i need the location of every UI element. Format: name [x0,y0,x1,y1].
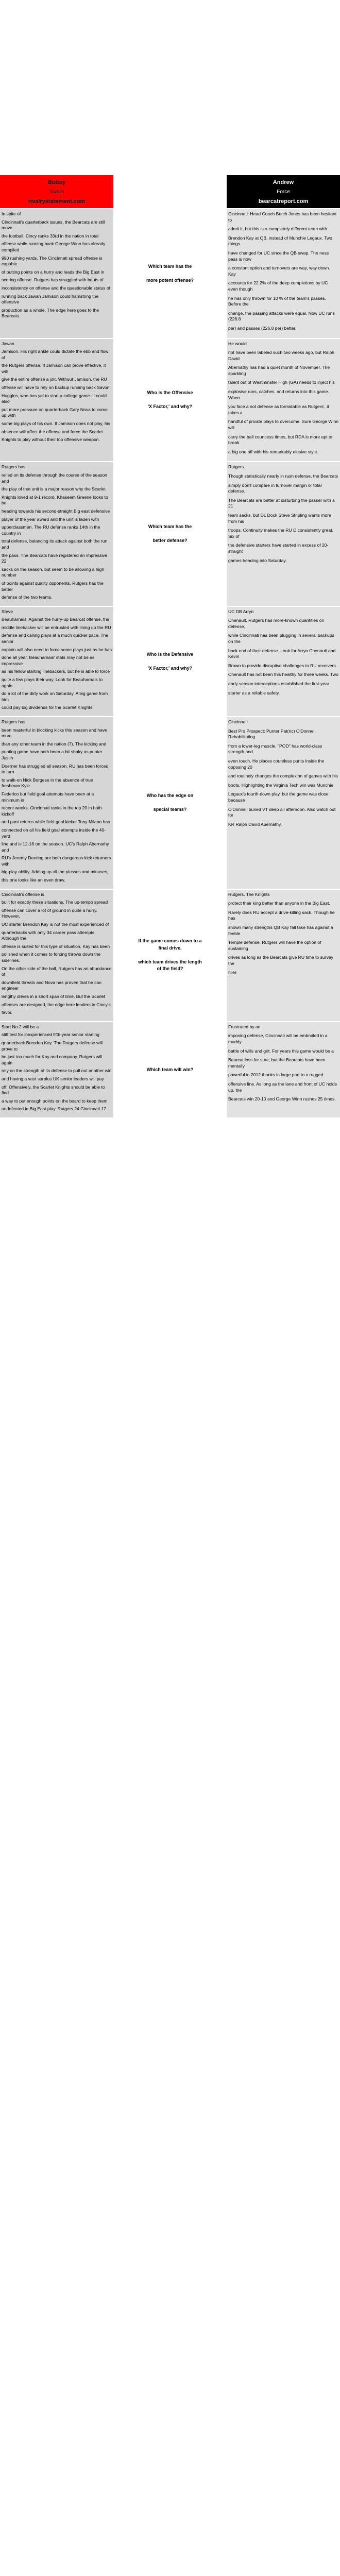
answer-paragraph: offenses are designed, the edge here lenders in Cincy's [2,1002,111,1007]
left-site-link[interactable]: rivalrystatement.com [28,198,86,205]
page [0,0,340,1123]
answer-paragraph: Rutgers has [2,719,26,724]
answer-paragraph: the Rutgers offense. If Jamison can prove effective, it will [2,363,106,374]
answer-paragraph: upperclassmen. The RU defense ranks 14th in the country in [2,524,100,536]
answer-paragraph: carry the ball countless times, but RDA is more apt to break [228,434,333,446]
answer-paragraph: absence will affect the offense and force the Scarlet [2,429,103,434]
middle-brand-spacer [113,175,227,208]
answer-paragraph: troops. Continuity makes the RU D consistently great. Six of [228,528,333,539]
answer-paragraph: Knights loved at 9-1 record. Khaseem Greene looks to be [2,494,108,506]
answer-paragraph: imposing defense, Cincinnati will be embroiled in a muddy [228,1033,328,1044]
answer-paragraph: lengthy drives in a short span of time. But the Scarlet [2,993,106,999]
answer-paragraph: built for exactly these situations. The up-tempo spread [2,900,108,905]
answer-paragraph: Jawan [2,341,14,346]
answer-paragraph: as his fellow starting linebackers, but he is able to force [2,669,110,674]
top-whitespace [0,0,340,175]
answer-paragraph: Beauharnais. Against the hurry-up Bearcat offense, the [2,617,110,622]
answer-paragraph: polished when it comes to forcing throws down the sidelines. [2,952,101,963]
answer-paragraph: be just too much for Kay and company. Rutgers will again [2,1054,103,1065]
answer-paragraph: downfield threats and Nova has proven that he can engineer [2,979,101,991]
answer-paragraph: On the other side of the ball, Rutgers has an abundance of [2,965,112,977]
answer-paragraph: boots. Highlighting the Virginia Tech win was Munchie [228,782,334,788]
answer-paragraph: scoring offense. Rutgers has struggled with bouts of [2,277,104,283]
qa-row [0,1021,340,1117]
answer-paragraph: a way to put enough points on the board to keep them [2,1098,108,1104]
answer-paragraph: Brown to provide disruptive challenges to RU receivers. [228,663,337,668]
answer-paragraph: Cincinnati: Head Coach Butch Jones has been hesitant to [228,211,337,223]
answer-paragraph: Abernathy has had a quiet month of November. The sparkling [228,365,330,376]
answer-paragraph: defense and calling plays at a much quicker pace. The senior [2,633,109,645]
answer-paragraph: Best Pro Prospect: Punter Pat(ric) O'Donnell. Rehabilitating [228,728,317,740]
answer-paragraph: Though statistically nearly in rush defense, the Bearcats [228,473,338,479]
answer-paragraph: the defensive starters have started in excess of 20-straight [228,543,329,554]
answer-paragraph: production as a whole. The edge here goes to the Bearcats. [2,307,99,319]
left-writer-role: Sworn [49,189,64,195]
answer-paragraph: from a lower-leg muscle, "POD" has world-class strength and [228,743,322,755]
answer-paragraph: middle linebacker will be entrusted with lining up the RU [2,624,111,630]
answer-paragraph: The Bearcats are better at disturbing the passer with a 21 [228,497,335,509]
answer-paragraph: offense is suited for this type of situation, Kay has been [2,943,110,949]
answer-paragraph: Chenault has not been this healthy for three weeks. Two [228,672,338,677]
answer-paragraph: undefeated in Big East play. Rutgers 24 Cincinnati 17. [2,1106,108,1112]
answer-paragraph: not have been labeled such two weeks ago, but Ralph David [228,350,334,361]
answer-paragraph: while Cincinnati has been plugging in several backups on the [228,633,334,645]
answer-paragraph: than any other team in the nation (7). The kicking and [2,741,107,747]
qa-row [0,461,340,605]
answer-paragraph: Rutgers has [2,464,26,470]
answer-paragraph: sacks on the season, but seem to be allowing a high number [2,566,105,578]
answer-paragraph: offense can cover a lot of ground in quite a hurry. However, [2,907,97,919]
answer-paragraph: Rutgers. The Knights [228,891,270,897]
qa-row [0,889,340,1021]
answer-paragraph: RU's Jeremy Deering are both dangerous kick returners with [2,855,111,867]
answer-paragraph: talent out of Westminster High (GA) needs to inject his [228,380,335,385]
answer-paragraph: Brendon Kay at QB, instead of Munchie Legaux. Two things [228,235,332,247]
answer-paragraph: quarterbacks with only 34 career pass attempts. Although the [2,929,96,941]
left-brand-block [0,175,113,208]
left-answer [0,607,113,716]
right-answer [227,462,340,605]
answer-paragraph: Knights to play without their top offensive weapon. [2,437,100,443]
answer-paragraph: give the entire offense a jolt. Without Jamison, the RU [2,377,107,382]
answer-paragraph: back end of their defense. Look for Arryn Chenault and Kevin [228,648,336,659]
answer-paragraph: offense while running back George Winn has already compiled [2,241,106,252]
answer-paragraph: running back Jawan Jamison could hamstring the offensive [2,293,99,305]
answer-paragraph: Jamison. His right ankle could dictate the ebb and flow of [2,349,109,360]
answer-paragraph: to walk-on Nick Borgese in the absence of true freshman Kyle [2,777,93,789]
answer-paragraph: change, the passing attacks were equal. Now UC runs (228.8 [228,310,335,322]
answer-paragraph: Bearcats win 20-10 and George Winn rushes 25 times. [228,1096,336,1102]
answer-paragraph: Doerner has struggled all season. RU has been forced to turn [2,763,109,775]
left-answer [0,1022,113,1117]
answer-paragraph: total defense, balancing its attack against both the run and [2,538,108,550]
right-answer [227,717,340,889]
right-answer [227,890,340,1021]
question-text: Who is the Defensive 'X Factor,' and why? [113,607,227,716]
answer-paragraph: per) and passes (226.8 per) better. [228,325,297,331]
answer-paragraph: the football. Cincy ranks 33rd in the nation in total [2,233,99,239]
answer-paragraph: Bearcat loss for sure, but the Bearcats have been mentally [228,1057,326,1069]
answer-paragraph: defense of the two teams. [2,595,53,600]
answer-paragraph: offense will have to rely on backup running back Savon [2,385,110,391]
right-answer [227,209,340,338]
answer-paragraph: punting game have both been a bit shaky as punter Justin [2,749,103,760]
answer-paragraph: even touch. He places countless punts inside the opposing 20 [228,758,325,770]
right-writer-name: Andrew [273,179,294,185]
answer-paragraph: 990 rushing yards. The Cincinnati spread offense is capable [2,255,103,267]
qa-row [0,208,340,338]
answer-paragraph: he has only thrown for 10 % of the team's passes. Before the [228,295,326,307]
answer-paragraph: Steve [2,608,13,614]
right-site-link[interactable]: bearcatreport.com [258,198,309,205]
answer-paragraph: big-play ability. Adding up all the plusses and minuses, [2,869,109,875]
answer-paragraph: quarterback Brendon Kay. The Rutgers defense will prove to [2,1040,103,1052]
answer-paragraph: powerful in 2012 thanks in large part to a rugged [228,1072,324,1078]
answer-paragraph: explosive runs, catches, and returns into this game. When [228,389,329,400]
answer-paragraph: UC DB Arryn [228,608,254,614]
answer-paragraph: team sacks, but DL Dock Steve Stripling wants more from his [228,512,331,524]
question-text: Which team will win? [113,1022,227,1117]
right-writer-role: Force [277,189,290,195]
bottom-whitespace [0,1117,340,1123]
left-answer [0,209,113,338]
question-text: Which team has the better defense? [113,462,227,605]
left-answer [0,890,113,1021]
answer-paragraph: games heading into Saturday. [228,557,287,563]
answer-paragraph: handful of private plays to overcome. Sure George Winn will [228,419,339,431]
answer-paragraph: and having a vast surplus UK senior leaders will pay [2,1076,104,1081]
answer-paragraph: KR Ralph David Abernathy. [228,821,282,827]
answer-paragraph: Rutgers. [228,464,245,470]
answer-paragraph: of points against quality opponents. Rutgers has the better [2,580,104,592]
answer-paragraph: this one looks like an even draw. [2,877,65,883]
left-answer [0,339,113,462]
answer-paragraph: the pass. The Bearcats have registered an impressive 22 [2,552,108,564]
answer-paragraph: put more pressure on quarterback Gary Nova to come up with [2,406,108,418]
question-text: Who has the edge on special teams? [113,717,227,889]
answer-paragraph: battle of wills and grit. For years this game would be a [228,1048,334,1054]
answer-paragraph: Rarely does RU accept a drive-killing sack. Though he has [228,909,335,921]
answer-paragraph: In spite of [2,211,21,216]
qa-row [0,606,340,716]
answer-paragraph: Chenault. Rutgers has more-known quantities on defense, [228,618,325,629]
answer-paragraph: a constant option and turnovers are way, way down. Kay [228,265,330,277]
answer-paragraph: do a lot of the dirty work on Saturday. A big game from him [2,691,108,702]
answer-paragraph: been masterful in blocking kicks this season and have more [2,727,107,739]
answer-paragraph: O'Donnell buried VT deep all afternoon. Also watch out for [228,806,336,818]
question-text: If the game comes down to a final drive, which team drives the length of the field? [113,890,227,1021]
answer-paragraph: Start No.2 will be a [2,1024,39,1029]
answer-paragraph: favor. [2,1010,13,1015]
answer-paragraph: drives as long as the Bearcats give RU time to survey the [228,955,333,966]
qa-table [0,208,340,1117]
brand-header [0,175,340,208]
answer-paragraph: stiff test for inexperienced fifth-year senior starting [2,1032,99,1038]
answer-paragraph: heading towards his second-straight Big east defensive [2,508,110,514]
answer-paragraph: relied on its defense through the course of the season and [2,472,107,484]
answer-paragraph: line and is 12-16 on the season. UC's Ralph Abernathy and [2,841,109,853]
answer-paragraph: UC starter Brendon Kay is not the most experienced of [2,922,109,927]
answer-paragraph: of putting points on a hurry and leads the Big East in [2,269,105,275]
answer-paragraph: some big plays of his own. If Jamison does not play, his [2,421,110,427]
answer-paragraph: recent weeks. Cincinnati ranks in the top 20 in both kickoff [2,805,102,817]
answer-paragraph: player of the year award and the unit is laden with [2,516,99,522]
qa-row [0,716,340,889]
answer-paragraph: a big one off with his remarkably elusive style. [228,449,318,454]
answer-paragraph: accounts for 22.2% of the deep completions by UC even though [228,280,328,292]
answer-paragraph: done all year. Beauharnais' stats may not be as impressive [2,655,95,666]
answer-paragraph: Cincinnati's quarterback issues, the Bearcats are still move [2,219,105,231]
answer-paragraph: offensive line. As long as the lane and front of UC holds up, the [228,1081,337,1093]
answer-paragraph: protect their king better than anyone in the Big East. [228,901,330,906]
answer-paragraph: field. [228,970,238,975]
right-answer [227,1022,340,1117]
answer-paragraph: Cincinnati. [228,719,249,724]
answer-paragraph: simply don't compare in turnover margin or total defense. [228,482,322,494]
answer-paragraph: could pay big dividends for the Scarlet Knights. [2,705,94,710]
answer-paragraph: early season interceptions established the first-year [228,681,329,687]
left-answer [0,462,113,605]
right-answer [227,607,340,716]
qa-row [0,338,340,462]
left-writer-name: Bobby [47,179,66,185]
left-answer [0,717,113,889]
answer-paragraph: captain will also need to force some plays just as he has [2,647,112,652]
answer-paragraph: He would [228,341,247,346]
answer-paragraph: starter as a reliable safety. [228,690,280,696]
answer-paragraph: and punt returns while field goal kicker Tony Milano has [2,819,110,825]
answer-paragraph: you face a not defense as formidable as Rutgers', it takes a [228,404,329,415]
answer-paragraph: rely on the strength of its defense to pull out another win [2,1068,112,1074]
answer-paragraph: shown many strengths QB Kay fall take has against a feeble [228,925,333,936]
answer-paragraph: Federico but field goal attempts have been at a minimum in [2,791,94,803]
right-answer [227,339,340,462]
answer-paragraph: Temple defense. Rutgers will have the option of sustaining [228,940,321,951]
answer-paragraph: Frustrated by an [228,1024,261,1029]
question-text: Which team has the more potent offense? [113,209,227,338]
answer-paragraph: have changed for UC since the QB swap. The ness pass is now [228,250,329,262]
question-text: Who is the Offensive 'X Factor,' and why? [113,339,227,462]
answer-paragraph: quite a few plays their way. Look for Beauharnais to again [2,677,103,688]
answer-paragraph: and routinely changes the complexion of games with his [228,773,338,779]
answer-paragraph: off. Offensively, the Scarlet Knights should be able to find [2,1084,105,1096]
answer-paragraph: inconsistency on offense and the questionable status of [2,285,111,291]
right-brand-block [227,175,340,208]
answer-paragraph: admit it, but this is a completely different team with [228,226,327,232]
answer-paragraph: Cincinnati's offense is [2,891,44,897]
answer-paragraph: Huggins, who has yet to start a college game. It could also [2,393,107,404]
answer-paragraph: Legaux's fourth-down play, but the game was close because [228,791,329,803]
answer-paragraph: connected on all his field goal attempts inside the 40-yard [2,827,106,839]
answer-paragraph: the play of that unit is a major reason why the Scarlet [2,486,106,492]
